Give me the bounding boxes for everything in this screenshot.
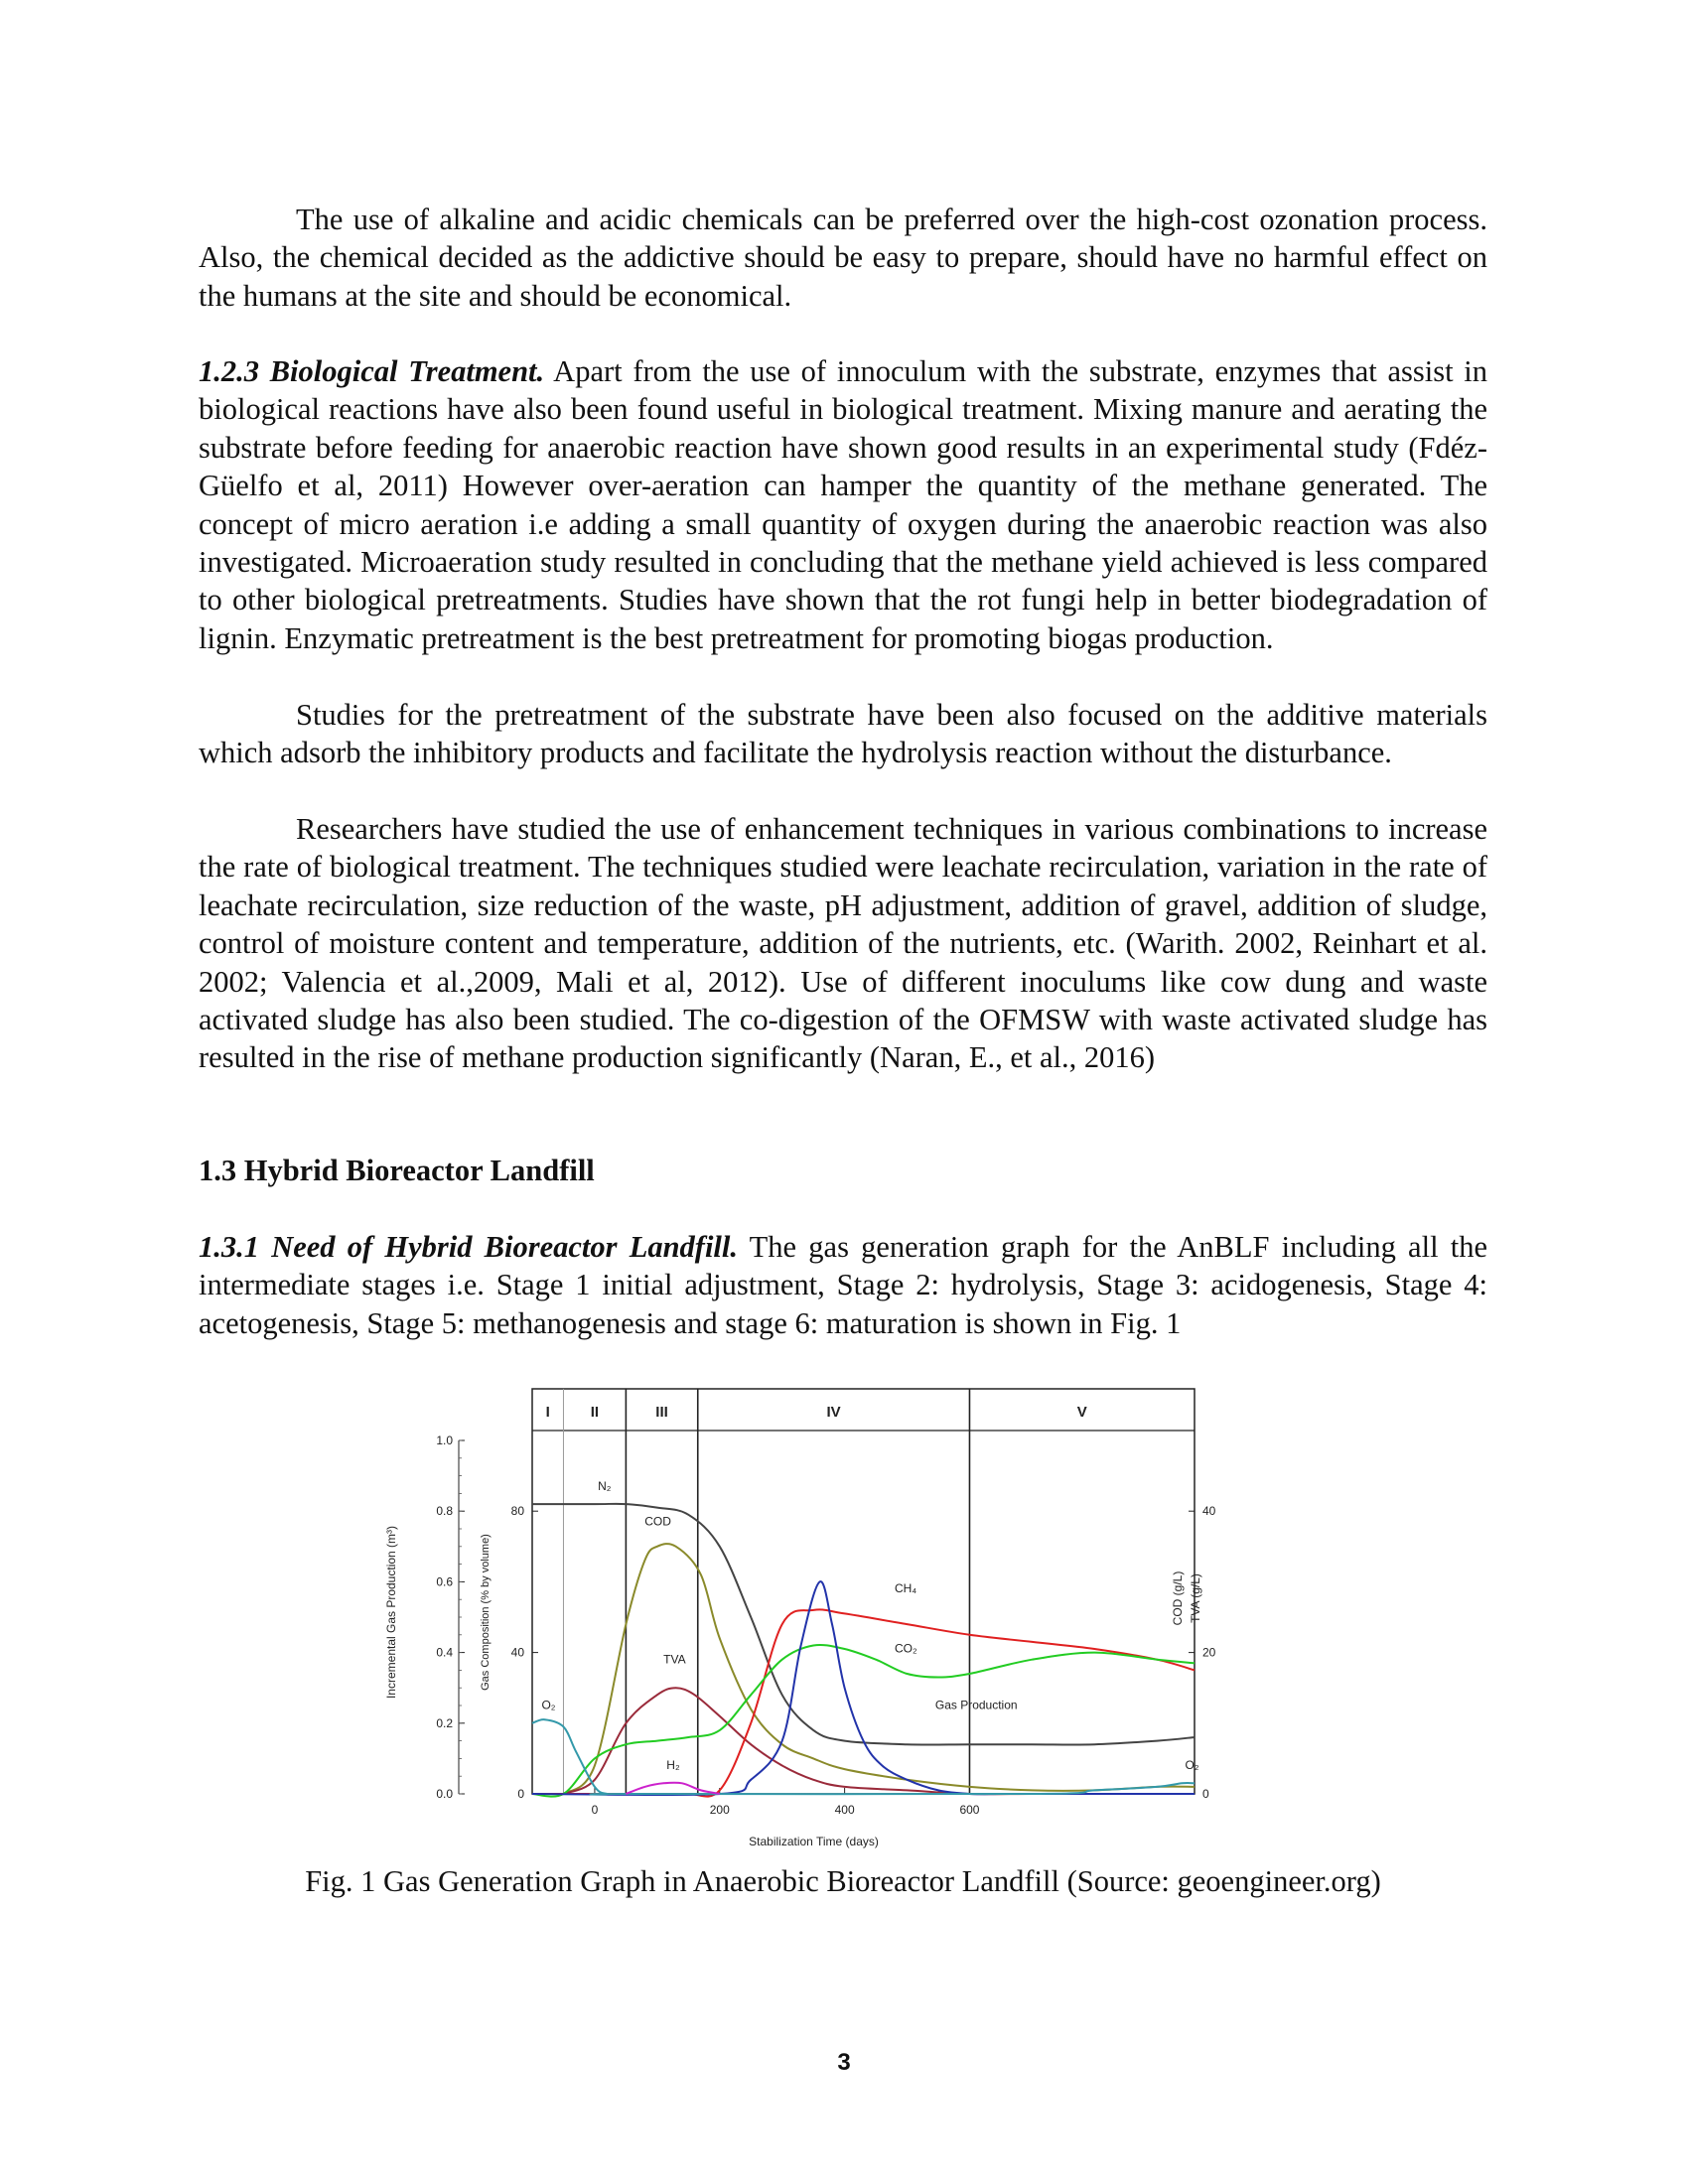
series-line-cod (564, 1544, 1196, 1794)
x-axis-tick-label: 200 (709, 1803, 730, 1817)
paragraph-enhancement-techniques (199, 810, 1487, 1077)
series-annotation: COD (644, 1514, 671, 1529)
plot-frame (532, 1389, 1195, 1794)
composition-axis-tick-label: 40 (510, 1645, 524, 1660)
series-annotation: H₂ (666, 1758, 680, 1773)
series-line-n- (532, 1504, 1195, 1745)
gas-axis-tick-label: 0.2 (436, 1715, 453, 1730)
paragraph-biological-treatment (199, 352, 1487, 657)
series-annotation: TVA (663, 1652, 686, 1667)
x-axis-tick-label: 600 (959, 1803, 980, 1817)
series-annotation: Gas Production (934, 1698, 1018, 1712)
gas-axis-tick-label: 0.0 (436, 1787, 453, 1801)
gas-axis-tick-label: 0.4 (436, 1645, 453, 1660)
series-line-gas-production (532, 1581, 1195, 1795)
paragraph-need-hybrid-bioreactor (199, 1228, 1487, 1342)
series-annotation: N₂ (598, 1478, 612, 1493)
series-annotation: CH₄ (894, 1581, 917, 1596)
series-annotation: CO₂ (894, 1641, 917, 1656)
gas-axis-tick-label: 0.6 (436, 1574, 453, 1589)
gas-axis-label: Incremental Gas Production (m³) (384, 1525, 398, 1700)
gas-generation-figure (377, 1385, 1216, 1851)
gas-axis-tick-label: 0.8 (436, 1504, 453, 1519)
paragraph-chemical-treatment (199, 201, 1487, 315)
paragraph-text: Researchers have studied the use of enhancement techniques in various combinations to increase the rate of biological treatment. The techniques studied were leachate recirculation, variation in the rate of leachate recirculation, size reduction of the waste, pH adjustment, addition of gravel, addition of sludge, control of moisture content and temperature, addition of the nutrients, etc. (Warith. 2002, Reinhart et al. 2002; Valencia et al.,2009, Mali et al, 2012). Use of different inoculums like cow dung and waste activated sludge has also been studied. The co-digestion of the OFMSW with waste activated sludge has resulted in the rise of methane production significantly (Naran, E., et al., 2016) (199, 812, 1487, 1075)
right-axis-tick-label: 40 (1202, 1504, 1216, 1519)
right-axis-label: COD (g/L) (1171, 1570, 1185, 1626)
right-axis-tick-label: 0 (1202, 1787, 1209, 1801)
phase-label-I: I (545, 1404, 550, 1421)
phase-label-II: II (590, 1404, 600, 1421)
composition-axis-label: Gas Composition (% by volume) (480, 1534, 492, 1691)
phase-label-V: V (1076, 1404, 1087, 1421)
series-line-ch- (532, 1609, 1195, 1796)
x-axis-tick-label: 400 (834, 1803, 855, 1817)
figure-caption: Fig. 1 Gas Generation Graph in Anaerobic Bioreactor Landfill (Source: geoengineer.org) (305, 1864, 1381, 1898)
x-axis-label: Stabilization Time (days) (749, 1835, 879, 1848)
composition-axis-tick-label: 80 (510, 1504, 524, 1519)
subsection-heading: 1.2.3 Biological Treatment. (199, 354, 545, 388)
gas-axis-tick-label: 1.0 (436, 1433, 453, 1447)
gas-generation-chart (377, 1385, 1216, 1851)
subsection-heading: 1.3.1 Need of Hybrid Bioreactor Landfill. (199, 1230, 739, 1264)
composition-axis-tick-label: 0 (517, 1787, 524, 1801)
series-line-o- (532, 1719, 1195, 1794)
paragraph-text: Studies for the pretreatment of the substrate have been also focused on the additive materials which adsorb the inhibitory products and facilitate the hydrolysis reaction without the disturbance. (199, 698, 1487, 770)
phase-label-IV: IV (826, 1404, 841, 1421)
paragraph-text: The use of alkaline and acidic chemicals can be preferred over the high-cost ozonation process. Also, the chemical decided as the addictive should be easy to prepare, should have no harmful effect on the humans at the site and should be economical. (199, 203, 1487, 313)
paragraph-text: The gas generation graph for the AnBLF including all the intermediate stages i.e. Stage 1 initial adjustment, Stage 2: hydrolysis, Stage 3: acidogenesis, Stage 4: acetogenesis, Stage 5: methanogenesis and stage 6: maturation is shown in Fig. 1 (199, 1230, 1487, 1340)
x-axis-tick-label: 0 (591, 1803, 599, 1817)
paragraph-text: Apart from the use of innoculum with the substrate, enzymes that assist in biological reactions have also been found useful in biological treatment. Mixing manure and aerating the substrate before feeding for anaerobic reaction have shown good results in an experimental study (Fdéz-Güelfo et al, 2011) However over-aeration can hamper the quantity of the methane generated. The concept of micro aeration i.e adding a small quantity of oxygen during the anaerobic reaction was also investigated. Microaeration study resulted in concluding that the methane yield achieved is less compared to other biological pretreatments. Studies have shown that the rot fungi help in better biodegradation of lignin. Enzymatic pretreatment is the best pretreatment for promoting biogas production. (199, 354, 1487, 655)
series-line-h- (626, 1783, 719, 1794)
right-axis-label: TVA (g/L) (1189, 1573, 1202, 1623)
series-annotation: O₂ (1185, 1758, 1199, 1773)
series-annotation: O₂ (541, 1698, 556, 1712)
phase-label-III: III (655, 1404, 668, 1421)
section-heading: 1.3 Hybrid Bioreactor Landfill (199, 1154, 595, 1187)
paragraph-pretreatment-additives (199, 696, 1487, 772)
page-number: 3 (837, 2049, 851, 2076)
right-axis-tick-label: 20 (1202, 1645, 1216, 1660)
